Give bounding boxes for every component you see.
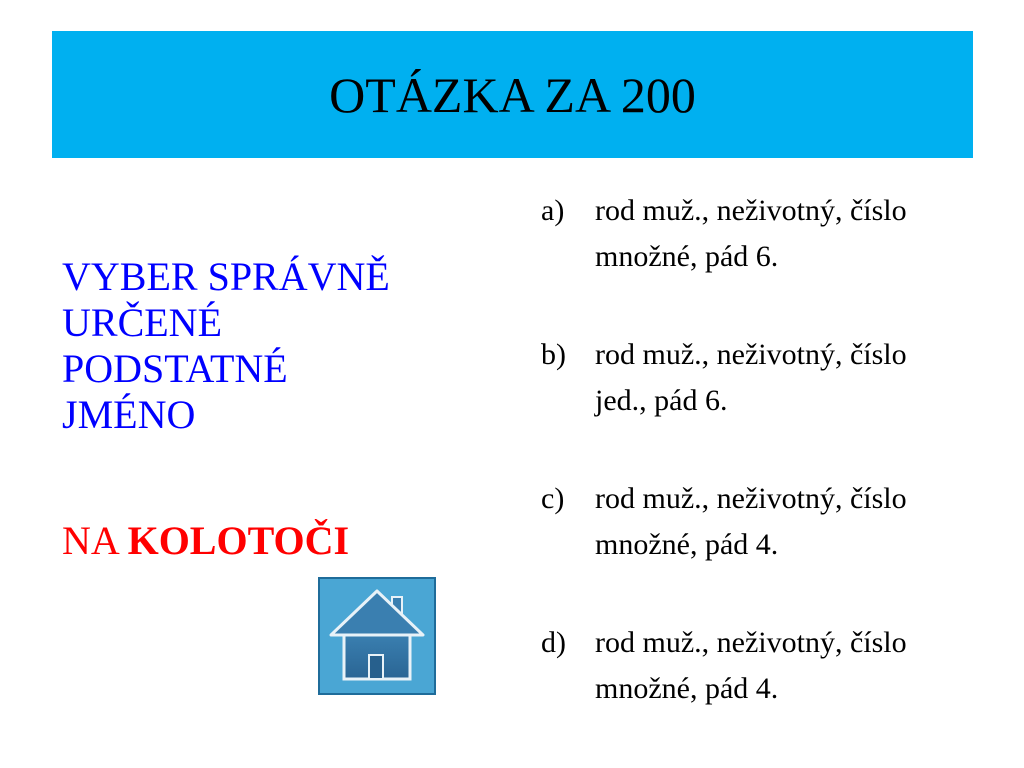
answer-line: rod muž., neživotný, číslo <box>595 338 907 371</box>
question-text <box>62 254 502 438</box>
answer-line: jed., pád 6. <box>595 384 728 417</box>
answer-line: množné, pád 4. <box>595 528 779 561</box>
home-button[interactable] <box>318 577 436 695</box>
answer-letter: b) <box>541 338 566 371</box>
answer-list <box>541 188 1016 764</box>
answer-line: rod muž., neživotný, číslo <box>595 482 907 515</box>
title-bar <box>52 31 973 158</box>
answer-option-c[interactable] <box>541 476 1016 568</box>
subject-prefix: NA <box>62 518 118 563</box>
question-line: URČENÉ <box>62 300 222 345</box>
answer-text <box>595 620 1016 712</box>
answer-text <box>595 476 1016 568</box>
answer-option-b[interactable] <box>541 332 1016 424</box>
answer-option-d[interactable] <box>541 620 1016 712</box>
slide-title: OTÁZKA ZA 200 <box>329 66 696 123</box>
answer-letter: a) <box>541 194 565 227</box>
answer-letter: c) <box>541 482 565 515</box>
question-line: PODSTATNÉ <box>62 346 288 391</box>
home-icon <box>320 579 434 693</box>
answer-text <box>595 188 1016 280</box>
subject-word: KOLOTOČI <box>127 518 350 563</box>
answer-line: množné, pád 4. <box>595 672 779 705</box>
answer-letter: d) <box>541 626 566 659</box>
answer-text <box>595 332 1016 424</box>
answer-line: rod muž., neživotný, číslo <box>595 194 907 227</box>
answer-line: rod muž., neživotný, číslo <box>595 626 907 659</box>
answer-line: množné, pád 6. <box>595 240 779 273</box>
answer-option-a[interactable] <box>541 188 1016 280</box>
question-line: JMÉNO <box>62 392 196 437</box>
question-line: VYBER SPRÁVNĚ <box>62 254 390 299</box>
question-subject <box>62 517 349 565</box>
